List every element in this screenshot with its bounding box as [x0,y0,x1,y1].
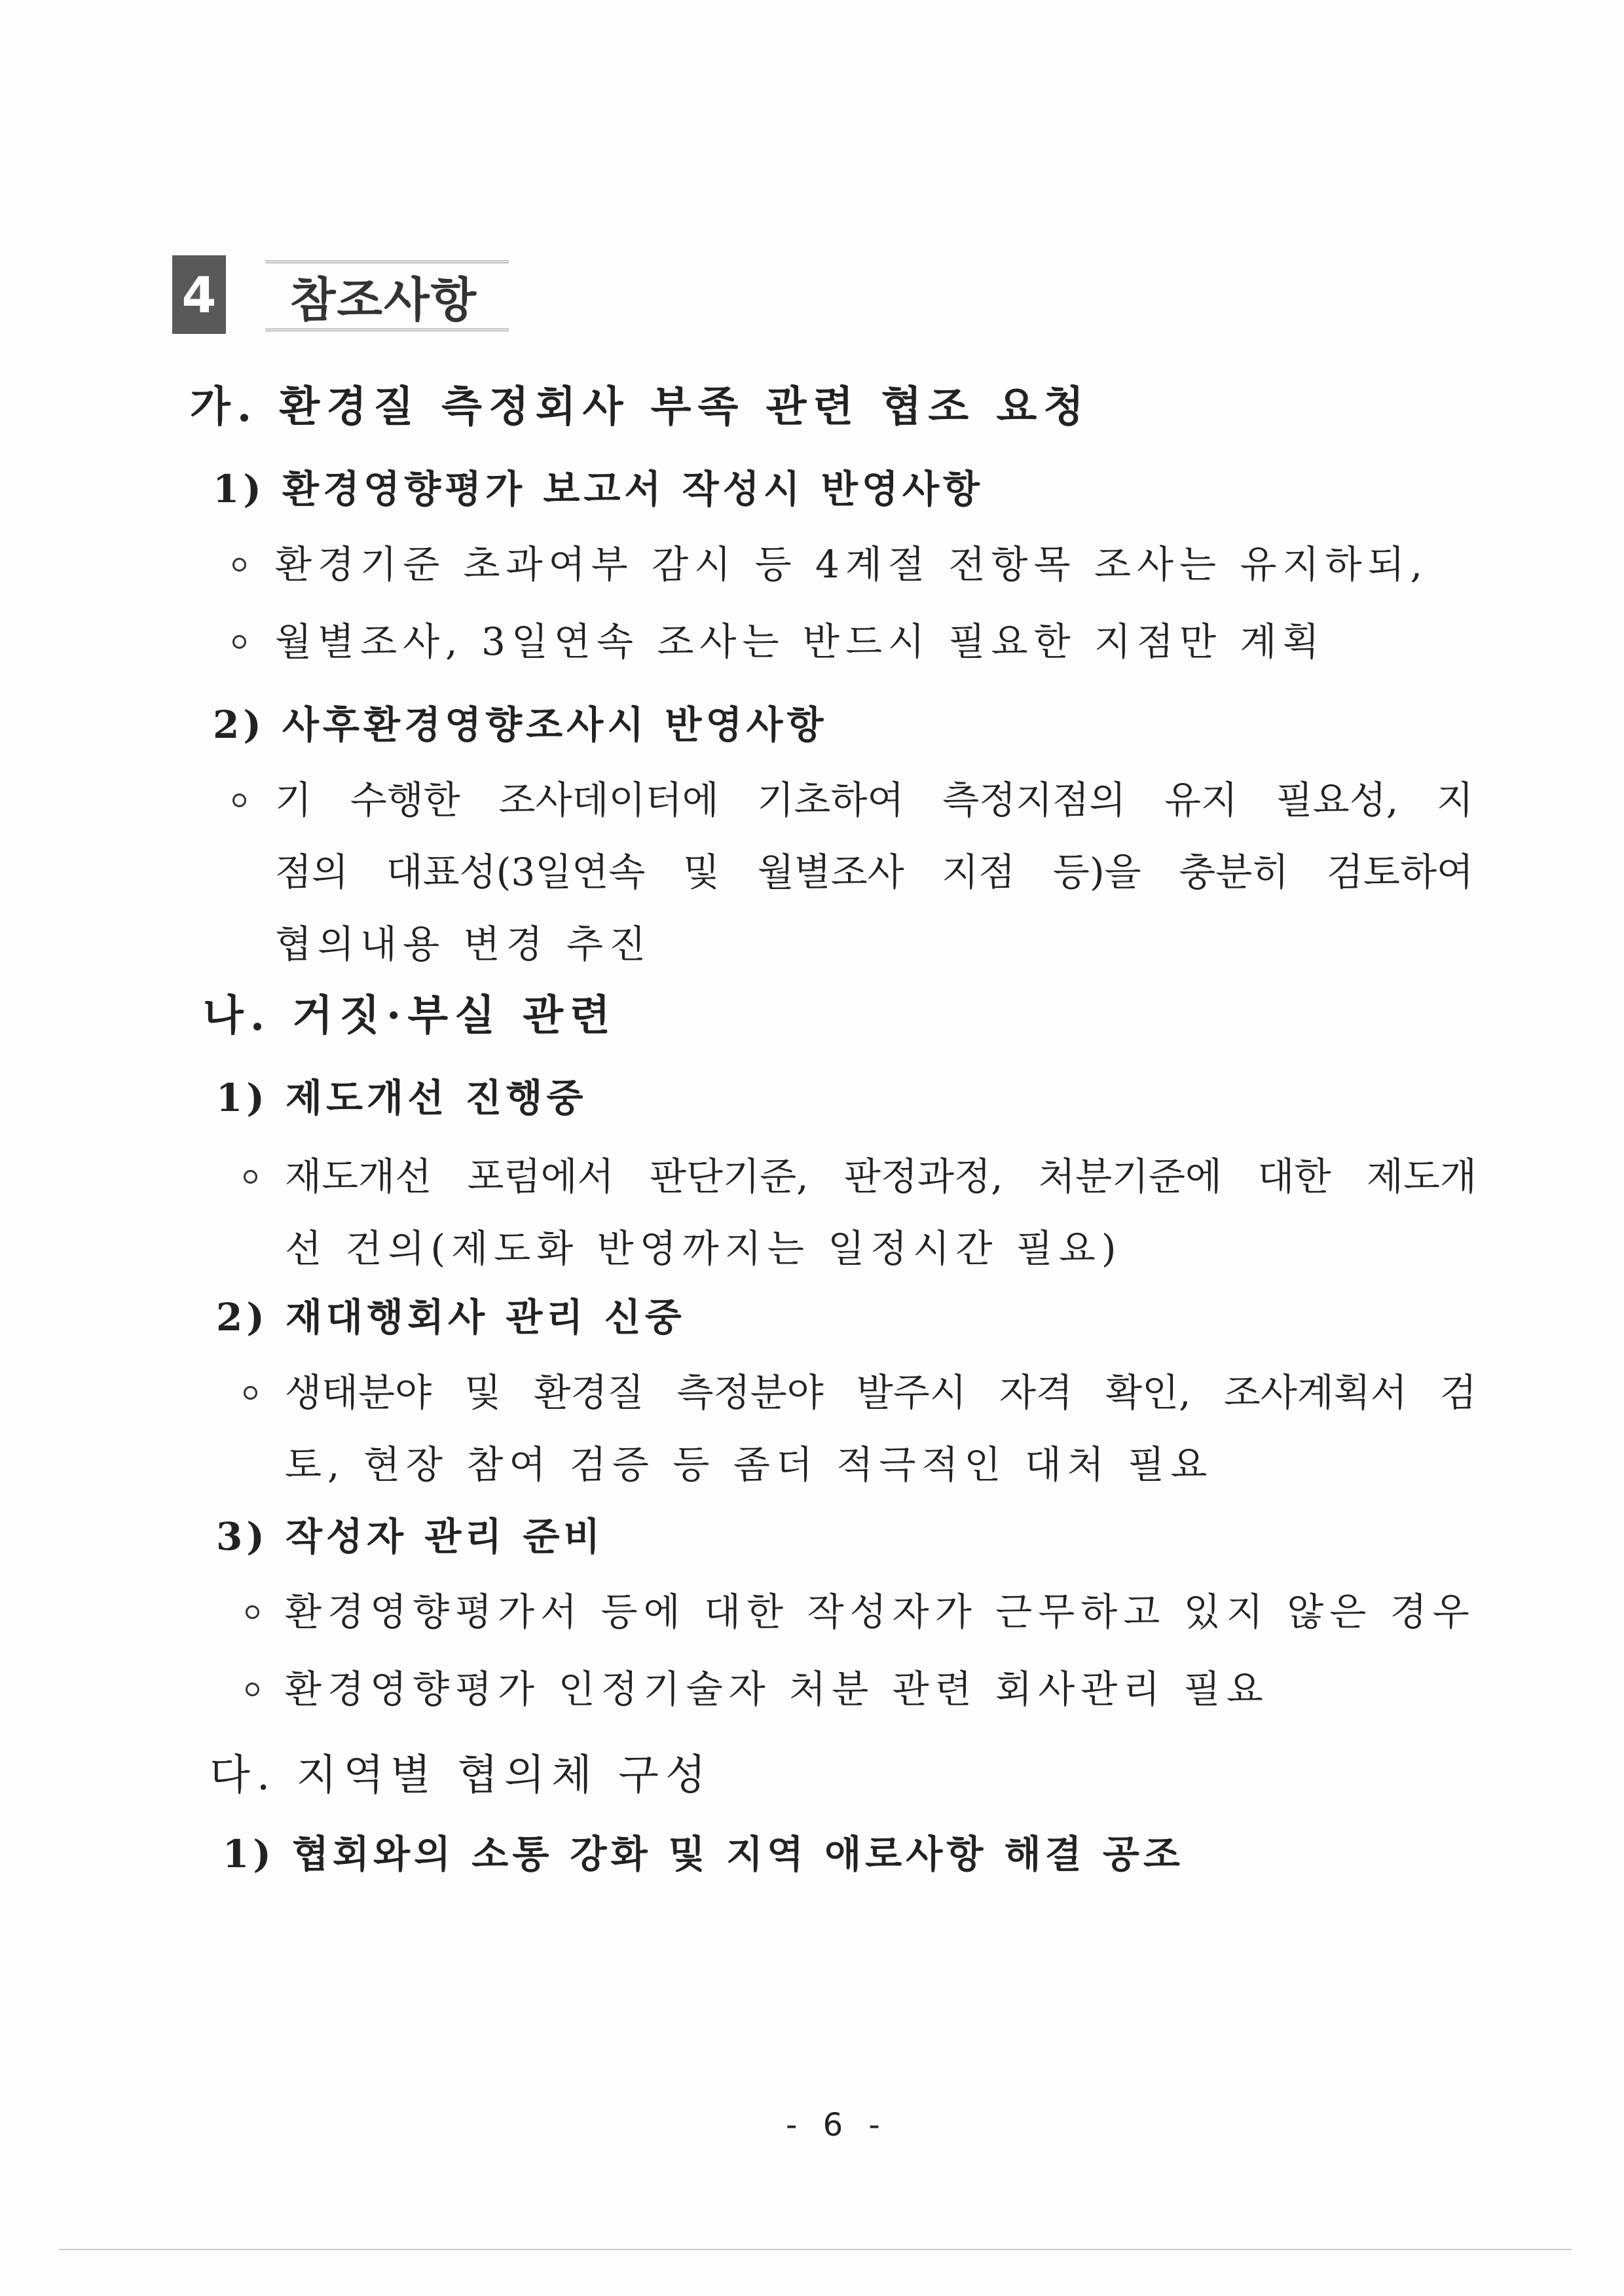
bullet-icon [232,793,246,807]
bullet-ga-1-1: 환경기준 초과여부 감시 등 4계절 전항목 조사는 유지하되, [275,542,1429,587]
bullet-na-2-1: 생태분야 및 환경질 측정분야 발주시 자격 확인, 조사계획서 검 [285,1370,1477,1415]
bullet-ga-1-2: 월별조사, 3일연속 조사는 반드시 필요한 지점만 계획 [275,619,1325,664]
heading-na: 나. 거짓·부실 관련 [203,991,617,1040]
bullet-icon [232,558,246,572]
subheading-na-2: 2) 재대행회사 관리 신중 [216,1295,686,1339]
bullet-na-1-1: 재도개선 포럼에서 판단기준, 판정과정, 처분기준에 대한 제도개 [285,1154,1477,1199]
bullet-ga-2-1-cont2: 협의내용 변경 추진 [275,922,652,966]
section-number-badge: 4 [172,255,226,334]
bullet-na-3-1: 환경영향평가서 등에 대한 작성자가 근무하고 있지 않은 경우 [285,1590,1475,1634]
subheading-na-1: 1) 제도개선 진행중 [216,1076,587,1120]
subheading-da-1: 1) 협회와의 소통 강화 및 지역 애로사항 해결 공조 [223,1832,1184,1876]
bullet-na-3-2: 환경영향평가 인정기술자 처분 관련 회사관리 필요 [285,1667,1269,1711]
bullet-na-1-1-cont: 선 건의(제도화 반영까지는 일정시간 필요) [285,1226,1122,1271]
heading-da: 다. 지역별 협의체 구성 [210,1751,712,1800]
heading-ga: 가. 환경질 측정회사 부족 관련 협조 요청 [190,382,1091,431]
bullet-ga-2-1-cont: 점의 대표성(3일연속 및 월별조사 지점 등)을 충분히 검토하여 [275,850,1473,894]
bullet-icon [244,1170,257,1184]
subheading-ga-2: 2) 사후환경영향조사시 반영사항 [213,702,828,747]
bullet-icon [232,635,246,649]
footer-divider [59,2249,1572,2250]
section-title: 참조사항 [265,261,509,331]
bullet-icon [246,1605,259,1619]
subheading-ga-1: 1) 환경영향평가 보고서 작성시 반영사항 [213,467,984,511]
bullet-icon [244,1386,257,1400]
bullet-ga-2-1: 기 수행한 조사데이터에 기초하여 측정지점의 유지 필요성, 지 [275,778,1473,822]
bullet-na-2-1-cont: 토, 현장 참여 검증 등 좀더 적극적인 대처 필요 [285,1442,1213,1487]
page-number: - 6 - [786,2107,888,2143]
subheading-na-3: 3) 작성자 관리 준비 [216,1514,604,1559]
bullet-icon [246,1683,259,1696]
